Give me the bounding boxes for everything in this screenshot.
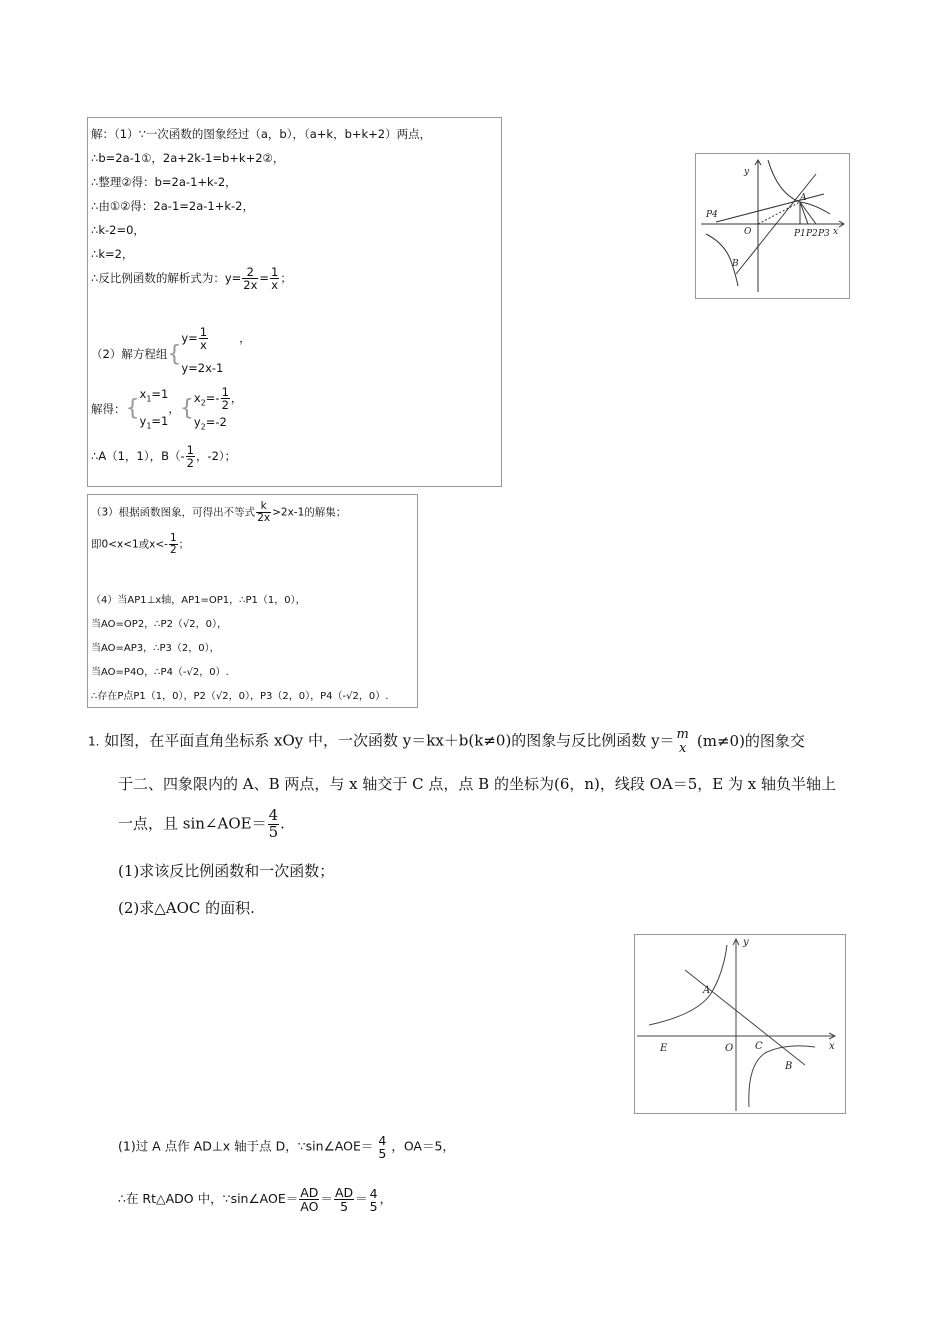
fig2-label-E: E bbox=[660, 1043, 668, 1054]
fraction: 4 5 bbox=[369, 1185, 378, 1214]
graph-figure-1 bbox=[696, 154, 849, 298]
sol2-line6: 当AO=P4O，∴P4（-√2，0）. bbox=[91, 667, 229, 678]
fig2-label-O: O bbox=[725, 1043, 734, 1054]
sol2-line1: （3）根据函数图象，可得出不等式 $\frac{k}{2x}$ >2x-1的解集； bbox=[91, 500, 347, 525]
sol1-line7: ∴反比例函数的解析式为：y= $\frac{2}{2x}$ = $\frac{1}{x}$ ； bbox=[91, 265, 292, 293]
fraction: $\frac{1}{2}$ bbox=[186, 443, 194, 471]
fig1-label-P1: P1 bbox=[794, 229, 806, 239]
sol1-results: 解得：{ $x_1=1$ $y_1=1$ ，{ $x_2=-$ $\frac{1}{2}$ ， $y_2=-2$ bbox=[91, 385, 243, 432]
fraction: $\frac{4}{5}$ bbox=[268, 806, 279, 841]
answer-line1: (1)过 A 点作 AD⊥x 轴于点 D，∵sin∠AOE＝ 4 5 ，OA＝5， bbox=[118, 1133, 455, 1162]
graph-figure-2 bbox=[635, 935, 845, 1113]
sol2-line5: 当AO=AP3，∴P3（2，0）， bbox=[91, 643, 220, 654]
fraction: m x bbox=[676, 727, 689, 756]
question-2: (2)求△AOC 的面积. bbox=[118, 899, 255, 917]
problem-line2: 于二、四象限内的 A、B 两点，与 x 轴交于 C 点，点 B 的坐标为(6，n)，线段 OA＝5，E 为 x 轴负半轴上 bbox=[118, 775, 837, 793]
sol2-line7: ∴存在P点P1（1，0），P2（√2，0），P3（2，0），P4（-√2，0）. bbox=[91, 691, 389, 702]
fig1-label-A: A bbox=[800, 193, 807, 203]
fraction: $\frac{1}{x}$ bbox=[199, 325, 208, 353]
answer-line2: ∴在 Rt△ADO 中，∵sin∠AOE＝ $\frac{AD}{AO}$ ＝ $\frac{AD}{5}$ ＝ 4 5 ， bbox=[118, 1185, 393, 1215]
sol1-system: （2）解方程组{ y= $\frac{1}{x}$ ， y=2x-1 bbox=[91, 325, 251, 376]
fig2-label-x: x bbox=[829, 1041, 835, 1052]
fig2-label-C: C bbox=[755, 1041, 763, 1052]
sol2-line3: （4）当AP1⊥x轴，AP1=OP1，∴P1（1，0）， bbox=[91, 595, 306, 606]
figure-2 bbox=[634, 934, 846, 1114]
figure-1 bbox=[695, 153, 850, 299]
sol2-line4: 当AO=OP2，∴P2（√2，0）， bbox=[91, 619, 228, 630]
fig1-label-x: x bbox=[833, 227, 839, 237]
solution-box-2 bbox=[87, 494, 418, 708]
sol1-line3: ∴整理②得：b=2a-1+k-2， bbox=[91, 175, 237, 189]
sol1-line4: ∴由①②得：2a-1=2a-1+k-2， bbox=[91, 199, 254, 213]
sol1-line2: ∴b=2a-1①，2a+2k-1=b+k+2②， bbox=[91, 151, 285, 165]
sol1-line5: ∴k-2=0， bbox=[91, 223, 145, 237]
fig2-label-y: y bbox=[743, 937, 749, 948]
fig2-label-A: A bbox=[703, 985, 711, 996]
problem-line3: 一点，且 sin∠AOE＝ $\frac{4}{5}$ . bbox=[118, 806, 285, 841]
fraction: $\frac{AD}{AO}$ bbox=[300, 1185, 319, 1215]
fraction: $\frac{1}{2}$ bbox=[169, 532, 177, 557]
fraction: 4 5 bbox=[378, 1133, 387, 1162]
fig1-label-y: y bbox=[744, 167, 750, 177]
fraction: $\frac{1}{2}$ bbox=[221, 385, 229, 413]
solution-box-1 bbox=[87, 117, 502, 487]
fig1-label-P3: P3 bbox=[818, 229, 830, 239]
sol1-line1: 解：（1）∵一次函数的图象经过（a，b），（a+k，b+k+2）两点， bbox=[91, 127, 432, 141]
fraction: $\frac{k}{2x}$ bbox=[257, 500, 271, 525]
fraction: $\frac{2}{2x}$ bbox=[243, 265, 258, 293]
fig1-label-B: B bbox=[732, 259, 739, 269]
sol2-line2: 即0<x<1或x<- $\frac{1}{2}$ ； bbox=[91, 532, 190, 557]
fig1-label-P4: P4 bbox=[706, 210, 718, 220]
fraction: $\frac{AD}{5}$ bbox=[334, 1185, 354, 1215]
brace: { bbox=[167, 342, 182, 367]
fraction: $\frac{1}{x}$ bbox=[271, 265, 279, 293]
fig1-label-P2: P2 bbox=[806, 229, 818, 239]
fig2-label-B: B bbox=[785, 1061, 793, 1072]
problem-line1: 1. 如图，在平面直角坐标系 xOy 中，一次函数 y＝kx＋b(k≠0)的图象与反比例函数 y＝ m x (m≠0)的图象交 bbox=[88, 727, 805, 756]
question-1: (1)求该反比例函数和一次函数； bbox=[118, 862, 335, 880]
sol1-line6: ∴k=2， bbox=[91, 247, 134, 261]
fig1-label-O: O bbox=[744, 227, 752, 237]
sol1-points: ∴A（1，1），B（- $\frac{1}{2}$ ，-2）； bbox=[91, 443, 237, 471]
